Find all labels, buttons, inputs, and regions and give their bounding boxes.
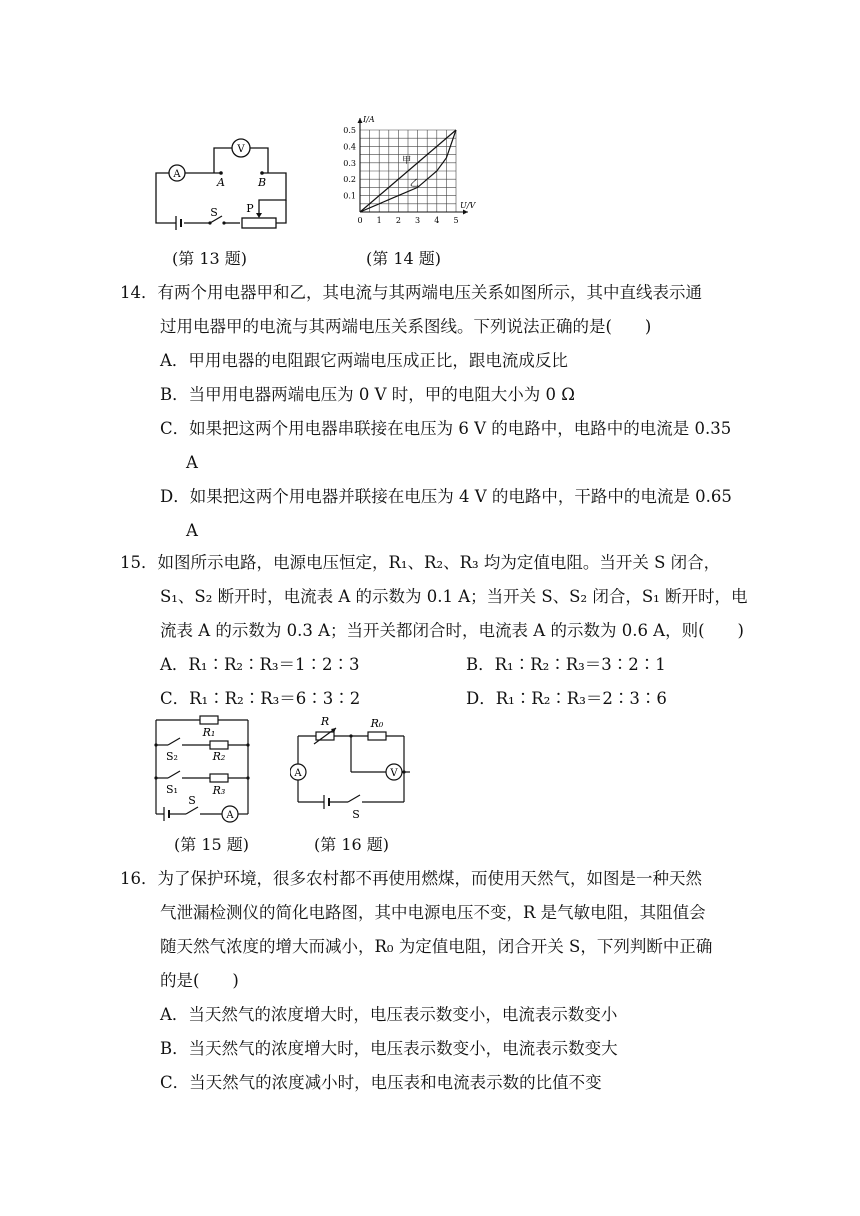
s1-label: S₁ [166,783,178,796]
r2-label: R₂ [212,750,226,763]
q16-option-b: B．当天然气的浓度增大时，电压表示数变小，电流表示数变大 [160,1039,618,1058]
q15-option-c: C．R₁∶R₂∶R₃＝6∶3∶2 [160,689,361,708]
s-label: S [188,794,196,807]
q14-option-c-cont: A [186,453,198,472]
q14-option-a: A．甲用电器的电阻跟它两端电压成正比，跟电流成反比 [160,351,568,370]
figure-16-circuit [290,712,412,824]
q14-stem-line1: 14．有两个用电器甲和乙，其电流与其两端电压关系如图所示，其中直线表示通 [120,283,702,302]
q14-stem-line2: 过用电器甲的电流与其两端电压关系图线。下列说法正确的是( ) [160,317,652,336]
slider-p-label: P [246,202,254,215]
q15-stem-line2: S₁、S₂ 断开时，电流表 A 的示数为 0.1 A；当开关 S、S₂ 闭合，S₁ 断开时，电 [160,587,748,606]
y-axis-arrow-icon [358,118,363,123]
x-tick-label: 5 [453,216,459,225]
x-tick-label: 0 [357,216,363,225]
s2-label: S₂ [166,750,178,763]
r0-label: R₀ [370,717,384,730]
q16-stem-line3: 随天然气浓度的增大而减小，R₀ 为定值电阻，闭合开关 S，下列判断中正确 [160,937,713,956]
point-b-label: B [257,176,267,189]
q16-stem-line1: 16．为了保护环境，很多农村都不再使用燃煤，而使用天然气，如图是一种天然 [120,869,702,888]
q15-stem-line1: 15．如图所示电路，电源电压恒定，R₁、R₂、R₃ 均为定值电阻。当开关 S 闭合， [120,553,721,572]
y-tick-label: 0.5 [343,126,356,135]
point-a-label: A [217,176,225,189]
r-label: R [320,715,330,728]
ammeter-label: A [173,169,181,180]
x-tick-label: 2 [395,216,401,225]
q16-option-c: C．当天然气的浓度减小时，电压表和电流表示数的比值不变 [160,1073,602,1092]
voltmeter-label: V [237,144,245,155]
q14-option-c: C．如果把这两个用电器串联接在电压为 6 V 的电路中，电路中的电流是 0.35 [160,419,732,438]
x-tick-label: 4 [434,216,440,225]
y-tick-label: 0.1 [343,191,356,201]
ammeter-label: A [226,810,234,821]
x-tick-label: 3 [415,216,421,225]
series-label-yi: 乙 [409,178,419,189]
x-axis-arrow-icon [463,210,468,215]
figure-15-circuit [150,712,260,824]
s-label: S [352,808,360,821]
ammeter-label: A [294,768,302,779]
q16-option-a: A．当天然气的浓度增大时，电压表示数变小，电流表示数变小 [160,1005,618,1024]
q16-stem-line2: 气泄漏检测仪的简化电路图，其中电源电压不变，R 是气敏电阻，其阻值会 [160,903,706,922]
r1-label: R₁ [202,726,216,739]
figure-14-caption: (第 14 题) [366,249,442,268]
switch-s-label: S [210,206,218,219]
q16-stem-line4: 的是( ) [160,971,239,990]
q15-option-d: D．R₁∶R₂∶R₃＝2∶3∶6 [466,689,667,708]
series-label-jia: 甲 [402,155,412,166]
figure-14-chart [338,112,478,234]
y-axis-label: I/A [363,115,375,124]
figure-13-caption: (第 13 题) [172,249,248,268]
q15-option-b: B．R₁∶R₂∶R₃＝3∶2∶1 [466,655,666,674]
x-tick-label: 1 [376,216,382,225]
y-tick-label: 0.3 [343,158,356,168]
q15-stem-line3: 流表 A 的示数为 0.3 A；当开关都闭合时，电流表 A 的示数为 0.6 A，则( ) [160,621,744,640]
voltmeter-label: V [390,768,398,779]
q15-option-a: A．R₁∶R₂∶R₃＝1∶2∶3 [160,655,360,674]
y-tick-label: 0.2 [343,175,356,185]
figure-13-circuit [148,130,298,235]
y-tick-label: 0.4 [343,142,356,152]
q14-option-b: B．当甲用电器两端电压为 0 V 时，甲的电阻大小为 0 Ω [160,385,575,404]
q14-option-d-cont: A [186,521,198,540]
figure-15-caption: (第 15 题) [174,835,250,854]
q14-option-d: D．如果把这两个用电器并联接在电压为 4 V 的电路中，干路中的电流是 0.65 [160,487,732,506]
figure-16-caption: (第 16 题) [314,835,390,854]
x-axis-label: U/V [460,201,476,210]
r3-label: R₃ [212,784,226,797]
